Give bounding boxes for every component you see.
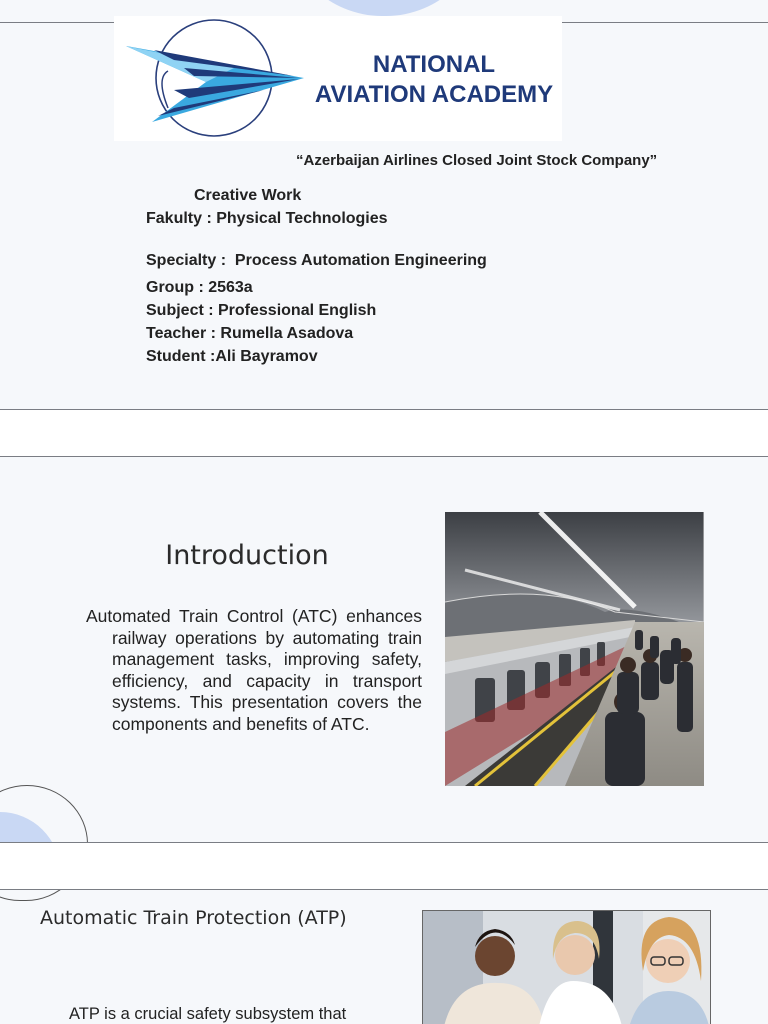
atp-body: ATP is a crucial safety subsystem that (69, 1005, 347, 1023)
divider-line (0, 889, 768, 890)
student-line: Student :Ali Bayramov (146, 348, 318, 365)
decorative-half-circle (284, 0, 484, 16)
introduction-slide (0, 456, 768, 843)
people-image-icon (423, 911, 710, 1024)
teacher-line: Teacher : Rumella Asadova (146, 325, 354, 342)
intro-body: Automated Train Control (ATC) enhances railway operations by automating train management tasks, improving safety, efficiency, and capacity in transport systems. This presentation covers the components and benefits of ATC. (86, 606, 422, 734)
train-station-photo (445, 512, 704, 786)
divider-line (0, 409, 768, 410)
company-name: “Azerbaijan Airlines Closed Joint Stock Company” (296, 152, 658, 169)
logo-line-1: NATIONAL (372, 51, 496, 78)
specialty-line: Specialty : Process Automation Engineering (146, 252, 487, 269)
team-photo (422, 910, 711, 1024)
logo-line-2: AVIATION ACADEMY (314, 81, 554, 108)
atp-title: Automatic Train Protection (ATP) (40, 907, 347, 929)
logo-wordmark (314, 50, 554, 110)
group-line: Group : 2563a (146, 279, 253, 296)
decorative-arc (0, 889, 86, 901)
faculty-line: Fakulty : Physical Technologies (146, 210, 388, 227)
divider-line (0, 842, 768, 843)
divider-line (0, 456, 768, 457)
train-platform-image-icon (445, 512, 704, 786)
atp-slide (0, 889, 768, 1024)
decorative-circle-outline (0, 785, 88, 843)
academy-logo (114, 16, 562, 141)
title-slide (0, 0, 768, 410)
intro-title: Introduction (165, 540, 329, 571)
subject-line: Subject : Professional English (146, 302, 377, 319)
creative-work-label: Creative Work (194, 187, 302, 204)
